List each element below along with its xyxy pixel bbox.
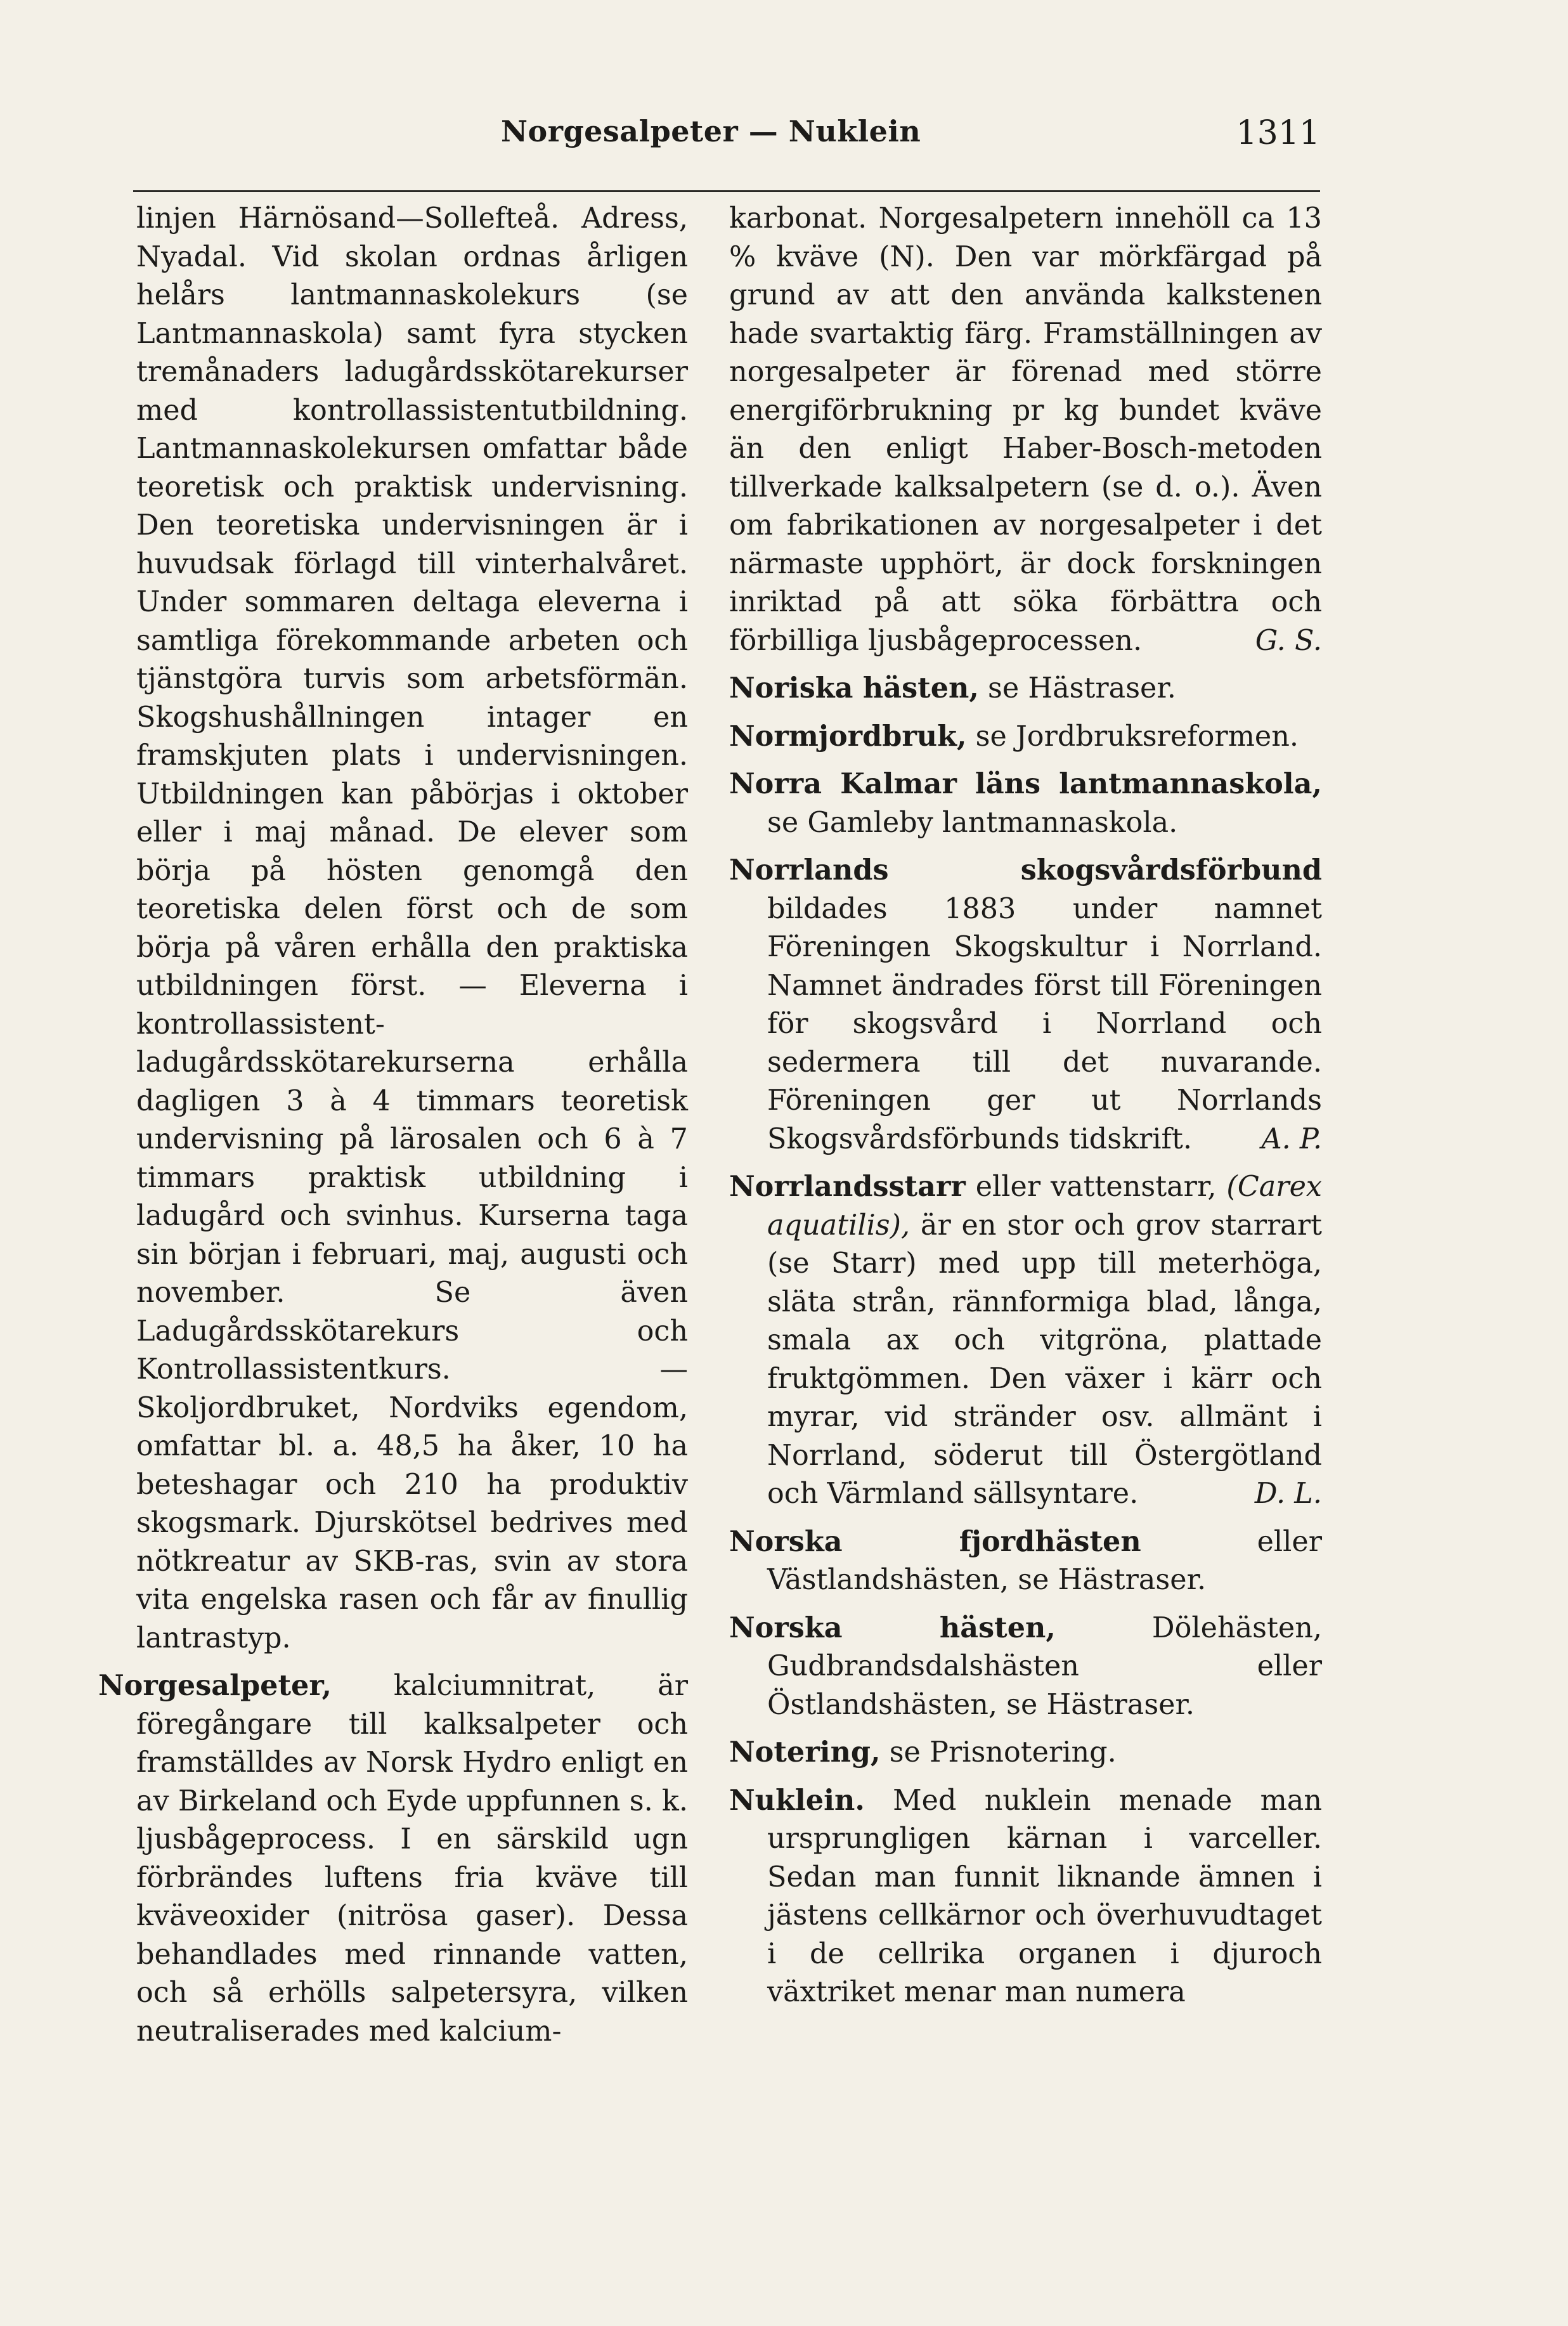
- entry-body: Med nuklein menade man ursprungligen kärnan i varceller. Sedan man funnit liknande ämnen i jästens cellkärnor och överhuvudtaget i de cellrika organen i djuroch växtriket menar man numera: [767, 1784, 1322, 2008]
- entry-body: se Gamleby lantmannaskola.: [767, 806, 1178, 839]
- entry-headword: Norrlands skogsvårdsförbund: [729, 854, 1322, 887]
- entry-body: se Hästraser.: [978, 672, 1176, 705]
- continued-entry-body: karbonat. Norgesalpetern innehöll ca 13 % kväve (N). Den var mörkfärgad på grund av att den använda kalkstenen hade svartaktig färg. Framställningen av norgesalpeter är förenad med större energiförbrukning pr kg bundet kväve än den enligt Haber-Bosch-metoden tillverkade kalksalpetern (se d. o.). Även om fabrikationen av norgesalpeter i det närmaste upphört, är dock forskningen inriktad på att söka förbättra och förbilliga ljusbågeprocessen.: [729, 202, 1322, 657]
- right-column: [729, 200, 1322, 2021]
- entry-body: se Jordbruksreformen.: [966, 720, 1299, 753]
- entry-body: se Prisnotering.: [880, 1736, 1117, 1769]
- page-number: 1311: [1236, 114, 1320, 152]
- entry-headword: Norgesalpeter,: [98, 1669, 332, 1702]
- author-signature: G. S.: [1255, 624, 1322, 657]
- entry-norska-hasten: [729, 1609, 1322, 1725]
- page-header: [133, 108, 1320, 192]
- continued-entry-text: [729, 200, 1322, 660]
- entry-headword: Norra Kalmar läns lantmannaskola,: [729, 767, 1322, 800]
- left-column: [98, 200, 688, 2060]
- entry-headword: Normjordbruk,: [729, 719, 967, 753]
- running-head: Norgesalpeter — Nuklein: [501, 114, 921, 148]
- continued-entry-text: linjen Härnösand—Sollefteå. Adress, Nyadal. Vid skolan ordnas årligen helårs lantmannaskolekurs (se Lantmannaskola) samt fyra stycken tremånaders ladugårdsskötarekurser med kontrollassistentutbildning. Lantmannaskolekursen omfattar både teoretisk och praktisk undervisning. Den teoretiska undervisningen är i huvudsak förlagd till vinterhalvåret. Under sommaren deltaga eleverna i samtliga förekommande arbeten och tjänstgöra turvis som arbetsförmän. Skogshushållningen intager en framskjuten plats i undervisningen. Utbildningen kan påbörjas i oktober eller i maj månad. De elever som börja på hösten genomgå den teoretiska delen först och de som börja på våren erhålla den praktiska utbildningen först. — Eleverna i kontrollassistent-ladugårdsskötarekurserna erhålla dagligen 3 à 4 timmars teoretisk undervisning på lärosalen och 6 à 7 timmars praktisk utbildning i ladugård och svinhus. Kurserna taga sin början i februari, maj, augusti och november. Se även Ladugårdsskötarekurs och Kontrollassistentkurs. — Skoljordbruket, Nordviks egendom, omfattar bl. a. 48,5 ha åker, 10 ha beteshagar och 210 ha produktiv skogsmark. Djurskötsel bedrives med nötkreatur av SKB-ras, svin av stora vita engelska rasen och får av finullig lantrastyp.: [136, 202, 688, 1654]
- entry-norska-fjordhasten: [729, 1523, 1322, 1600]
- entry-headword: Norska hästen,: [729, 1611, 1056, 1644]
- entry-headword: Nuklein.: [729, 1783, 865, 1817]
- entry-body: eller vattenstarr,: [965, 1171, 1217, 1203]
- entry-headword: Norska fjordhästen: [729, 1524, 1141, 1558]
- entry-noriska-hasten: [729, 669, 1322, 708]
- entry-notering: [729, 1733, 1322, 1772]
- entry-norgesalpeter: [98, 1667, 688, 2051]
- entry-body: kalciumnitrat, är föregångare till kalksalpeter och framställdes av Norsk Hydro enligt en av Birkeland och Eyde uppfunnen s. k. ljusbågeprocess. I en särskild ugn förbrändes luftens fria kväve till kväveoxider (nitrösa gaser). Dessa behandlades med rinnande vatten, och så erhölls salpetersyra, vilken neutraliserades med kalcium-: [136, 1670, 688, 2048]
- entry-headword: Noriska hästen,: [729, 672, 979, 705]
- entry-norra-kalmar: [729, 765, 1322, 842]
- entry-body: eller Västlandshästen, se Hästraser.: [767, 1525, 1322, 1596]
- entry-norrlandsstarr: [729, 1167, 1322, 1514]
- author-signature: A. P.: [1261, 1122, 1322, 1155]
- entry-body-continued: är en stor och grov starrart (se Starr) med upp till meterhöga, släta strån, rännformiga blad, långa, smala ax och vitgröna, plattade fruktgömmen. Den växer i kärr och myrar, vid stränder osv. allmänt i Norrland, söderut till Östergötland och Värmland sällsyntare.: [767, 1209, 1322, 1510]
- latin-name: (Carex aquatilis),: [767, 1171, 1322, 1242]
- author-signature: D. L.: [1254, 1478, 1322, 1510]
- entry-nuklein: [729, 1781, 1322, 2012]
- entry-body: bildades 1883 under namnet Föreningen Skogskultur i Norrland. Namnet ändrades först till Föreningen för skogsvård i Norrland och sedermera till det nuvarande. Föreningen ger ut Norrlands Skogsvårdsförbunds tidskrift.: [767, 892, 1322, 1155]
- entry-norrlands-skogsvardsforbund: [729, 851, 1322, 1159]
- entry-body: Dölehästen, Gudbrandsdalshästen eller Östlandshästen, se Hästraser.: [767, 1611, 1323, 1721]
- entry-normjordbruk: [729, 717, 1322, 757]
- entry-headword: Notering,: [729, 1736, 881, 1769]
- entry-headword: Norrlandsstarr: [729, 1170, 966, 1203]
